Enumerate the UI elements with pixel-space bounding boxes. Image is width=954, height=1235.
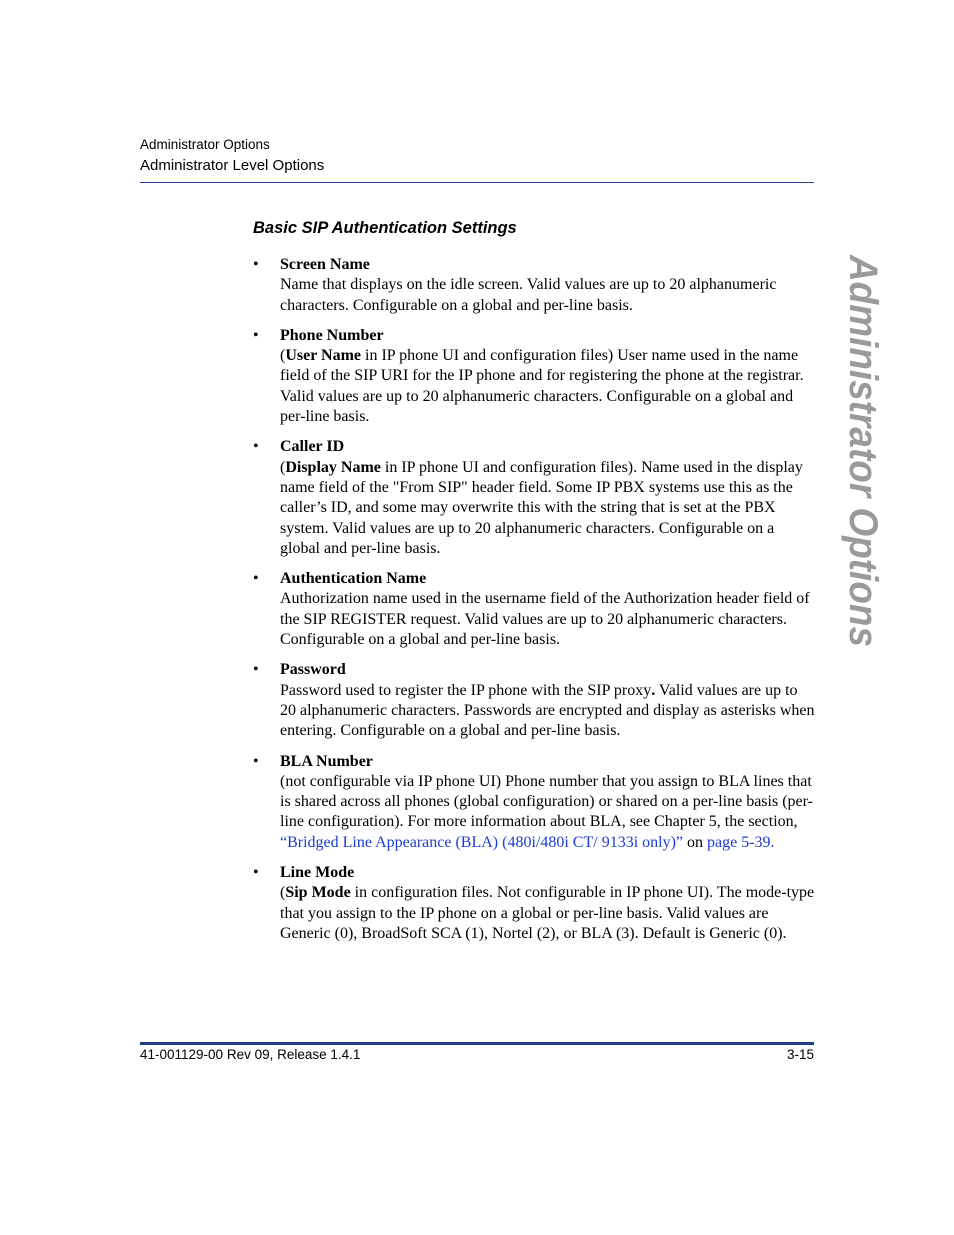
footer-page-number: 3-15	[786, 1047, 814, 1062]
item-term: Phone Number	[280, 326, 384, 344]
bullet: •	[253, 661, 259, 679]
item-term: BLA Number	[280, 752, 373, 770]
page-reference-link[interactable]: page 5-39	[707, 833, 771, 851]
running-header-section: Administrator Level Options	[140, 157, 325, 174]
list-item-phone-number	[253, 326, 815, 427]
item-term: Authentication Name	[280, 570, 427, 588]
item-description: Password used to register the IP phone with the SIP proxy. Valid values are up to 20 alphanumeric characters. Passwords are encrypted and display as asterisks when entering. Configurable on a global and per-line basis.	[280, 681, 815, 740]
item-description: (not configurable via IP phone UI) Phone number that you assign to BLA lines that is shared across all phones (global configuration) or shared on a per-line basis (per-line configuration). For more information about BLA, see Chapter 5, the section, “Bridged Line Appearance (BLA) (480i/480i CT/ 9133i only)” on page 5-39.	[280, 772, 813, 851]
settings-list	[253, 255, 815, 944]
section-title: Basic SIP Authentication Settings	[253, 219, 517, 237]
bla-section-link[interactable]: “Bridged Line Appearance (BLA) (480i/480i CT/ 9133i only)”	[280, 833, 684, 851]
item-description: (User Name in IP phone UI and configuration files) User name used in the name field of the SIP URI for the IP phone and for registering the phone at the registrar. Valid values are up to 20 alphanumeric characters. Configurable on a global and per-line basis.	[280, 347, 804, 426]
footer-document-id: 41-001129-00 Rev 09, Release 1.4.1	[140, 1047, 361, 1062]
item-term: Screen Name	[280, 256, 370, 273]
list-item-bla-number	[253, 752, 815, 853]
bullet: •	[253, 438, 259, 456]
item-description: Authorization name used in the username field of the Authorization header field of the SIP REGISTER request. Valid values are up to 20 alphanumeric characters. Configurable on a global and per-line basis.	[280, 590, 810, 649]
bullet: •	[253, 752, 259, 770]
bullet: •	[253, 570, 259, 588]
item-description: (Sip Mode in configuration files. Not configurable in IP phone UI). The mode-type that you assign to the IP phone on a global or per-line basis. Valid values are Generic (0), BroadSoft SCA (1), Nortel (2), or BLA (3). Default is Generic (0).	[280, 884, 815, 942]
list-item-screen-name	[253, 255, 815, 316]
item-description: Name that displays on the idle screen. Valid values are up to 20 alphanumeric characters. Configurable on a global and per-line basis.	[280, 276, 777, 314]
header-rule	[140, 182, 814, 183]
list-item-authentication-name	[253, 569, 815, 650]
footer-rule	[140, 1042, 814, 1045]
running-header-chapter: Administrator Options	[140, 137, 270, 152]
list-item-password	[253, 660, 815, 741]
item-description: (Display Name in IP phone UI and configuration files). Name used in the display name field of the "From SIP" header field. Some IP PBX systems use this as the caller’s ID, and some may overwrite this with the string that is set at the PBX system. Valid values are up to 20 alphanumeric characters. Configurable on a global and per-line basis.	[280, 458, 803, 557]
bullet: •	[253, 326, 259, 344]
list-item-caller-id	[253, 437, 815, 559]
side-tab-text: Administrator Options	[841, 255, 885, 680]
item-term: Caller ID	[280, 438, 345, 456]
bullet: •	[253, 256, 259, 273]
bullet: •	[253, 864, 259, 882]
item-term: Password	[280, 661, 346, 679]
list-item-line-mode	[253, 863, 815, 944]
item-term: Line Mode	[280, 864, 355, 882]
